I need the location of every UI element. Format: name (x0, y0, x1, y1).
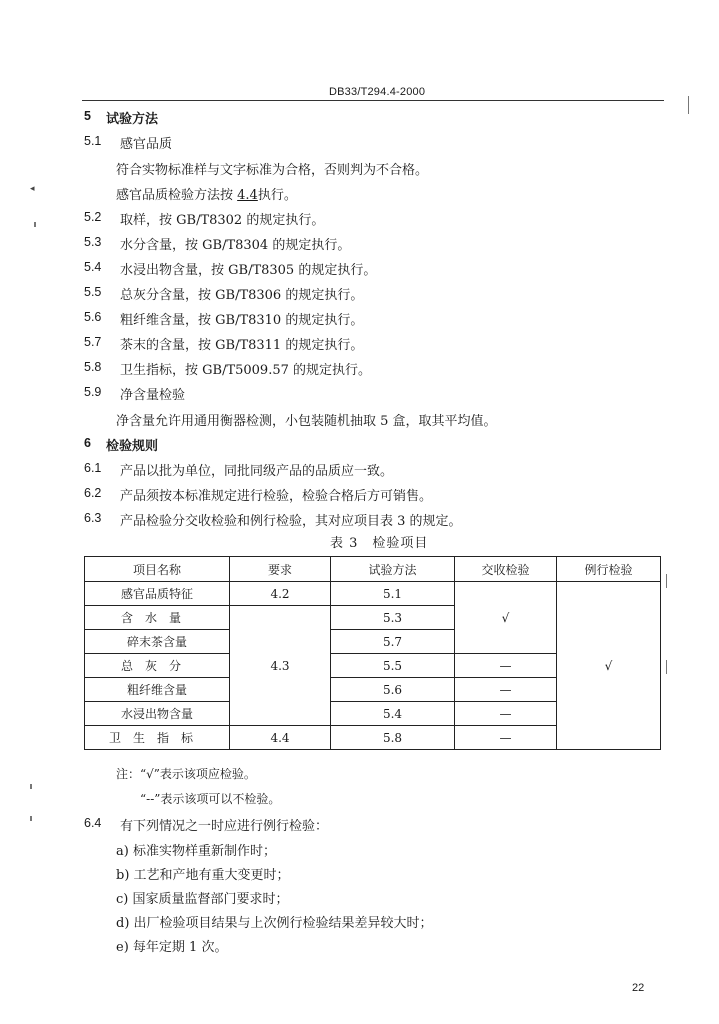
list-item: c) 国家质量监督部门要求时； (116, 892, 289, 907)
method-cell: 5.4 (331, 702, 455, 726)
acceptance-cell: — (455, 702, 557, 726)
section-5-4-number: 5.4 (84, 260, 102, 274)
method-cell: 5.3 (331, 606, 455, 630)
section-6-3-text: 产品检验分交收检验和例行检验，其对应项目表 3 的规定。 (120, 514, 462, 529)
section-5-9-paragraph: 净含量允许用通用衡器检测，小包装随机抽取 5 盒，取其平均值。 (116, 414, 497, 429)
item-name-cell: 碎末茶含量 (85, 630, 230, 654)
method-cell: 5.8 (331, 726, 455, 750)
section-5-7-number: 5.7 (84, 335, 102, 349)
section-5-3-text: 水分含量，按 GB/T8304 的规定执行。 (120, 238, 351, 253)
section-5-5-number: 5.5 (84, 285, 102, 299)
item-name-cell: 粗纤维含量 (85, 678, 230, 702)
column-header-item: 项目名称 (85, 557, 230, 582)
section-6-4-number: 6.4 (84, 816, 102, 830)
table-caption: 表 3 检验项目 (330, 536, 429, 551)
section-5-1-paragraph-1: 符合实物标准样与文字标准为合格，否则判为不合格。 (116, 163, 429, 178)
section-5-6-text: 粗纤维含量，按 GB/T8310 的规定执行。 (120, 313, 364, 328)
section-5-number: 5 (84, 109, 91, 123)
section-5-1-title: 感官品质 (120, 137, 173, 152)
list-item: d) 出厂检验项目结果与上次例行检验结果差异较大时； (116, 916, 433, 931)
section-6-4-text: 有下列情况之一时应进行例行检验： (120, 819, 329, 834)
scan-speck (30, 816, 32, 821)
section-6-1-number: 6.1 (84, 461, 102, 475)
method-cell: 5.7 (331, 630, 455, 654)
section-5-3-number: 5.3 (84, 235, 102, 249)
section-5-title: 试验方法 (106, 112, 159, 127)
section-6-2-text: 产品须按本标准规定进行检验，检验合格后方可销售。 (120, 489, 433, 504)
section-5-9-number: 5.9 (84, 385, 102, 399)
routine-cell: √ (557, 582, 661, 750)
table-row (85, 582, 661, 606)
requirement-cell: 4.3 (230, 606, 331, 726)
scan-speck (666, 660, 667, 674)
section-5-5-text: 总灰分含量，按 GB/T8306 的规定执行。 (120, 288, 364, 303)
acceptance-cell: √ (455, 582, 557, 654)
scan-speck (34, 222, 36, 227)
requirement-cell: 4.2 (230, 582, 331, 606)
scan-speck (666, 574, 667, 588)
section-5-2-text: 取样，按 GB/T8302 的规定执行。 (120, 213, 325, 228)
column-header-test-method: 试验方法 (331, 557, 455, 582)
section-5-7-text: 茶末的含量，按 GB/T8311 的规定执行。 (120, 338, 364, 353)
column-header-requirement: 要求 (230, 557, 331, 582)
column-header-routine: 例行检验 (557, 557, 661, 582)
acceptance-cell: — (455, 678, 557, 702)
table-note-2: “--”表示该项可以不检验。 (140, 792, 281, 806)
header-rule (82, 100, 664, 101)
section-5-4-text: 水浸出物含量，按 GB/T8305 的规定执行。 (120, 263, 377, 278)
scan-speck (30, 784, 32, 789)
item-name-cell: 含水量 (85, 606, 230, 630)
item-name-cell: 卫生指标 (85, 726, 230, 750)
requirement-cell: 4.4 (230, 726, 331, 750)
item-name-cell: 感官品质特征 (85, 582, 230, 606)
section-5-1-number: 5.1 (84, 134, 102, 148)
section-6-2-number: 6.2 (84, 486, 102, 500)
method-cell: 5.6 (331, 678, 455, 702)
scan-mark: ◂ (30, 184, 35, 194)
section-6-3-number: 6.3 (84, 511, 102, 525)
item-name-cell: 水浸出物含量 (85, 702, 230, 726)
section-5-8-number: 5.8 (84, 360, 102, 374)
section-5-1-paragraph-2: 感官品质检验方法按 4.4执行。 (116, 188, 297, 203)
section-5-6-number: 5.6 (84, 310, 102, 324)
method-cell: 5.1 (331, 582, 455, 606)
section-5-8-text: 卫生指标，按 GB/T5009.57 的规定执行。 (120, 363, 372, 378)
method-cell: 5.5 (331, 654, 455, 678)
item-name-cell: 总灰分 (85, 654, 230, 678)
standard-code-header: DB33/T294.4-2000 (329, 86, 426, 98)
page-number: 22 (632, 982, 645, 994)
list-item: b) 工艺和产地有重大变更时； (116, 868, 290, 883)
list-item: e) 每年定期 1 次。 (116, 940, 228, 955)
section-5-9-title: 净含量检验 (120, 388, 186, 403)
acceptance-cell: — (455, 726, 557, 750)
section-5-2-number: 5.2 (84, 210, 102, 224)
column-header-acceptance: 交收检验 (455, 557, 557, 582)
clause-reference: 4.4 (237, 188, 258, 203)
table-note-1: 注：“√”表示该项应检验。 (116, 767, 256, 781)
section-6-number: 6 (84, 436, 91, 450)
scan-speck (688, 96, 689, 114)
acceptance-cell: — (455, 654, 557, 678)
section-6-1-text: 产品以批为单位，同批同级产品的品质应一致。 (120, 464, 394, 479)
table-header-row (85, 557, 661, 582)
section-6-title: 检验规则 (106, 439, 159, 454)
inspection-items-table (84, 556, 661, 750)
list-item: a) 标准实物样重新制作时； (116, 844, 276, 859)
